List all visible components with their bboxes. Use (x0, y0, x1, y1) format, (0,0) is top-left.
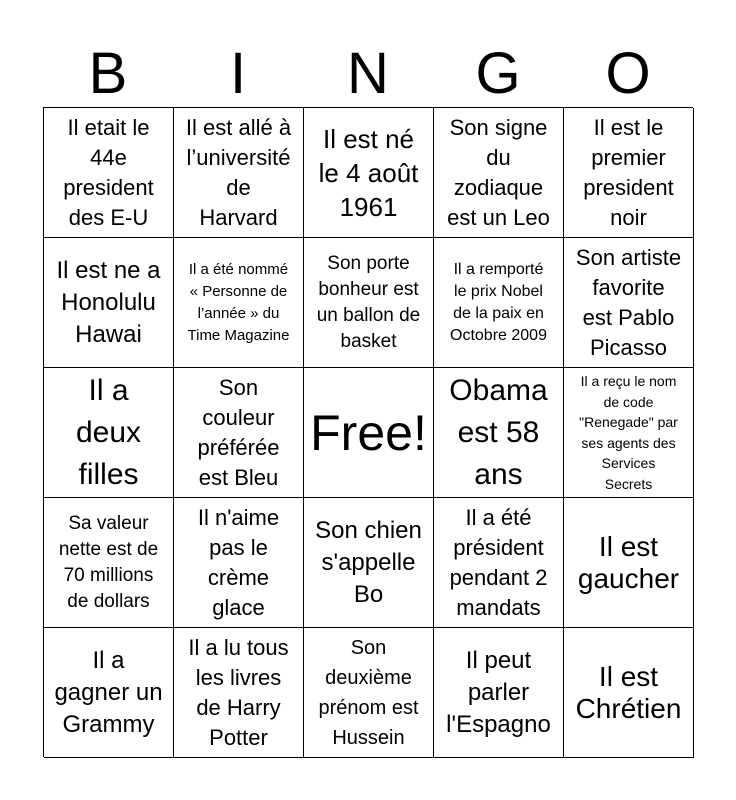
bingo-cell[interactable]: Il est né le 4 août 1961 (304, 108, 434, 238)
bingo-cell[interactable]: Son porte bonheur est un ballon de basket (304, 238, 434, 368)
header-letter-g: G (475, 41, 521, 106)
bingo-cell[interactable]: Il a lu tous les livres de Harry Potter (174, 628, 304, 758)
bingo-cell[interactable]: Il est allé à l’université de Harvard (174, 108, 304, 238)
bingo-cell[interactable]: Il a deux filles (44, 368, 174, 498)
bingo-cell[interactable]: Son deuxième prénom est Hussein (304, 628, 434, 758)
bingo-header (43, 40, 693, 108)
bingo-cell[interactable]: Il est le premier president noir (564, 108, 694, 238)
bingo-cell[interactable]: Il a été nommé « Personne de l’année » du Time Magazine (174, 238, 304, 368)
bingo-cell[interactable]: Il n'aime pas le crème glace (174, 498, 304, 628)
bingo-cell[interactable]: Sa valeur nette est de 70 millions de dollars (44, 498, 174, 628)
bingo-cell[interactable]: Il est ne a Honolulu Hawai (44, 238, 174, 368)
bingo-cell[interactable]: Il est gaucher (564, 498, 694, 628)
bingo-cell[interactable]: Son chien s'appelle Bo (304, 498, 434, 628)
header-letter-n: N (347, 41, 389, 106)
header-letter-i: I (229, 41, 247, 106)
bingo-cell[interactable]: Il est Chrétien (564, 628, 694, 758)
bingo-grid (43, 107, 693, 757)
bingo-cell[interactable]: Il a remporté le prix Nobel de la paix en Octobre 2009 (434, 238, 564, 368)
bingo-cell[interactable]: Son signe du zodiaque est un Leo (434, 108, 564, 238)
bingo-cell[interactable]: Il peut parler l'Espagno (434, 628, 564, 758)
bingo-cell[interactable]: Il a gagner un Grammy (44, 628, 174, 758)
bingo-cell[interactable]: Son artiste favorite est Pablo Picasso (564, 238, 694, 368)
bingo-cell[interactable]: Son couleur préférée est Bleu (174, 368, 304, 498)
bingo-cell[interactable]: Il etait le 44e president des E-U (44, 108, 174, 238)
bingo-cell[interactable]: Il a été président pendant 2 mandats (434, 498, 564, 628)
bingo-cell[interactable]: Obama est 58 ans (434, 368, 564, 498)
header-letter-b: B (88, 41, 128, 106)
bingo-cell[interactable]: Il a reçu le nom de code "Renegade" par ses agents des Services Secrets (564, 368, 694, 498)
header-letter-o: O (605, 41, 651, 106)
free-cell[interactable]: Free! (304, 368, 434, 498)
